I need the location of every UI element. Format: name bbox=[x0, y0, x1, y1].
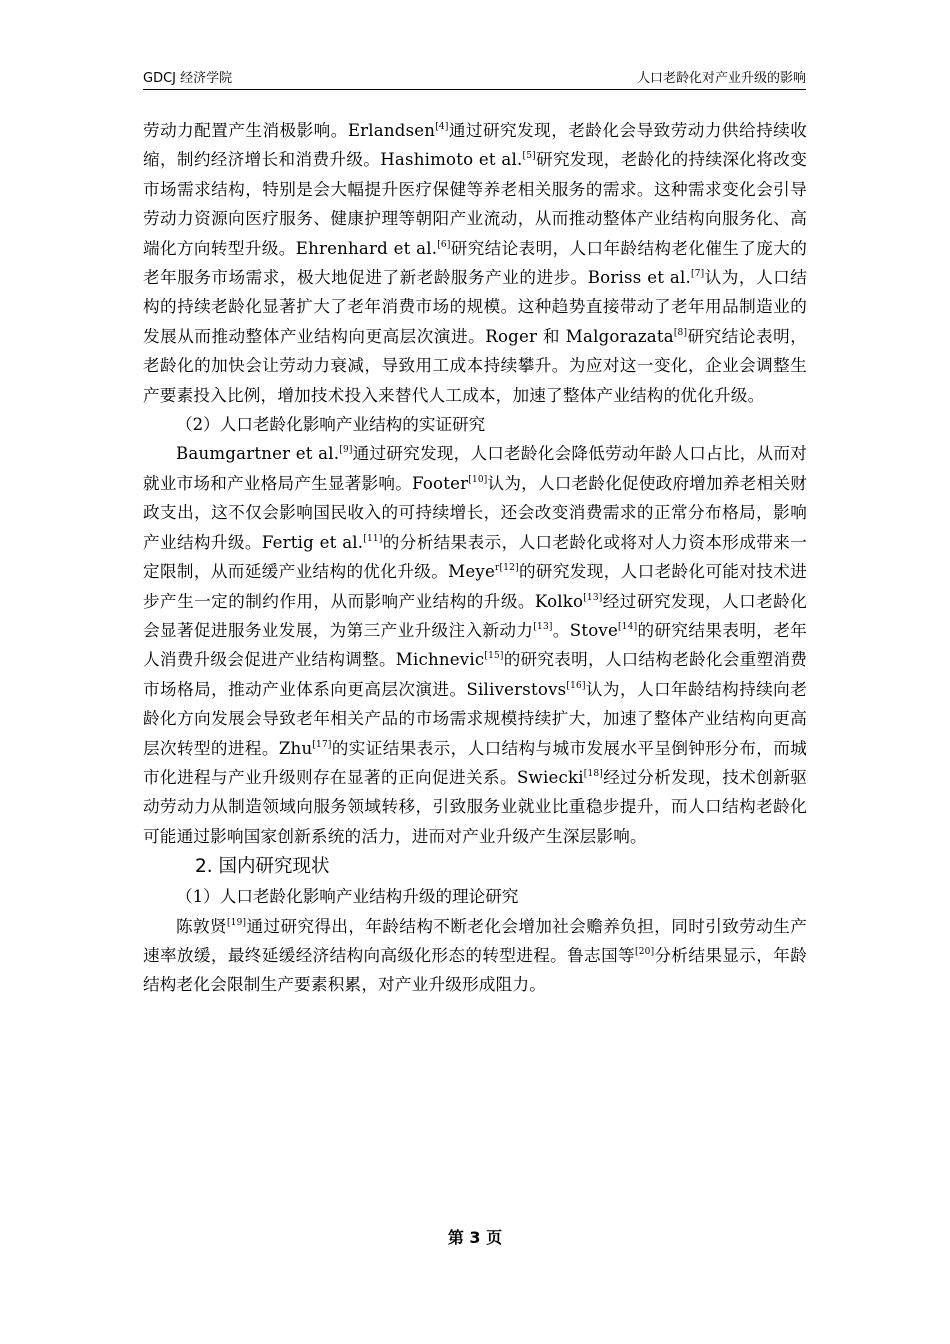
page-header bbox=[143, 67, 806, 90]
paragraph-domestic-theory: 陈敦贤[19]通过研究得出，年龄结构不断老化会增加社会赡养负担，同时引致劳动生产速率放缓，最终延缓经济结构向高级化形态的转型进程。鲁志国等[20]分析结果显示，年龄结构老化会限制生产要素积累，对产业升级形成阻力。 bbox=[143, 916, 807, 995]
section-heading-domestic: 2. 国内研究现状 bbox=[195, 856, 330, 878]
header-left: GDCJ 经济学院 bbox=[143, 71, 233, 86]
document-body bbox=[143, 116, 807, 1000]
paragraph-foreign-theory: 劳动力配置产生消极影响。Erlandsen[4]通过研究发现，老龄化会导致劳动力供给持续收缩，制约经济增长和消费升级。Hashimoto et al.[5]研究发现，老龄化的持续深化将改变市场需求结构，特别是会大幅提升医疗保健等养老相关服务的需求。这种需求变化会引导劳动力资源向医疗服务、健康护理等朝阳产业流动，从而推动整体产业结构向服务化、高端化方向转型升级。Ehrenhard et al.[6]研究结论表明，人口年龄结构老化催生了庞大的老年服务市场需求，极大地促进了新老龄服务产业的进步。Boriss et al.[7]认为，人口结构的持续老龄化显著扩大了老年消费市场的规模。这种趋势直接带动了老年用品制造业的发展从而推动整体产业结构向更高层次演进。Roger 和 Malgorazata[8]研究结论表明，老龄化的加快会让劳动力衰减，导致用工成本持续攀升。为应对这一变化，企业会调整生产要素投入比例，增加技术投入来替代人工成本，加速了整体产业结构的优化升级。 bbox=[143, 121, 807, 405]
page-number: 第 3 页 bbox=[447, 1228, 503, 1247]
paragraph-foreign-empirical: Baumgartner et al.[9]通过研究发现，人口老龄化会降低劳动年龄人口占比，从而对就业市场和产业格局产生显著影响。Footer[10]认为，人口老龄化促使政府增加养老相关财政支出，这不仅会影响国民收入的可持续增长，还会改变消费需求的正常分布格局，影响产业结构升级。Fertig et al.[11]的分析结果表示，人口老龄化或将对人力资本形成带来一定限制，从而延缓产业结构的优化升级。Meye$^{r[12]}$的研究发现，人口老龄化可能对技术进步产生一定的制约作用，从而影响产业结构的升级。Kolko[13]经过研究发现，人口老龄化会显著促进服务业发展，为第三产业升级注入新动力[13]。Stove[14]的研究结果表明，老年人消费升级会促进产业结构调整。Michnevic[15]的研究表明，人口结构老龄化会重塑消费市场格局，推动产业体系向更高层次演进。Siliverstovs[16]认为，人口年龄结构持续向老龄化方向发展会导致老年相关产品的市场需求规模持续扩大，加速了整体产业结构向更高层次转型的进程。Zhu[17]的实证结果表示，人口结构与城市发展水平呈倒钟形分布，而城市化进程与产业升级则存在显著的正向促进关系。Swiecki[18]经过分析发现，技术创新驱动劳动力从制造领域向服务领域转移，引致服务业就业比重稳步提升，而人口结构老龄化可能通过影响国家创新系统的活力，进而对产业升级产生深层影响。 bbox=[143, 444, 808, 846]
header-right: 人口老龄化对产业升级的影响 bbox=[636, 71, 806, 86]
section-heading-empirical: （2）人口老龄化影响产业结构的实证研究 bbox=[176, 415, 486, 435]
section-heading-domestic-theory: （1）人口老龄化影响产业结构升级的理论研究 bbox=[176, 887, 519, 907]
